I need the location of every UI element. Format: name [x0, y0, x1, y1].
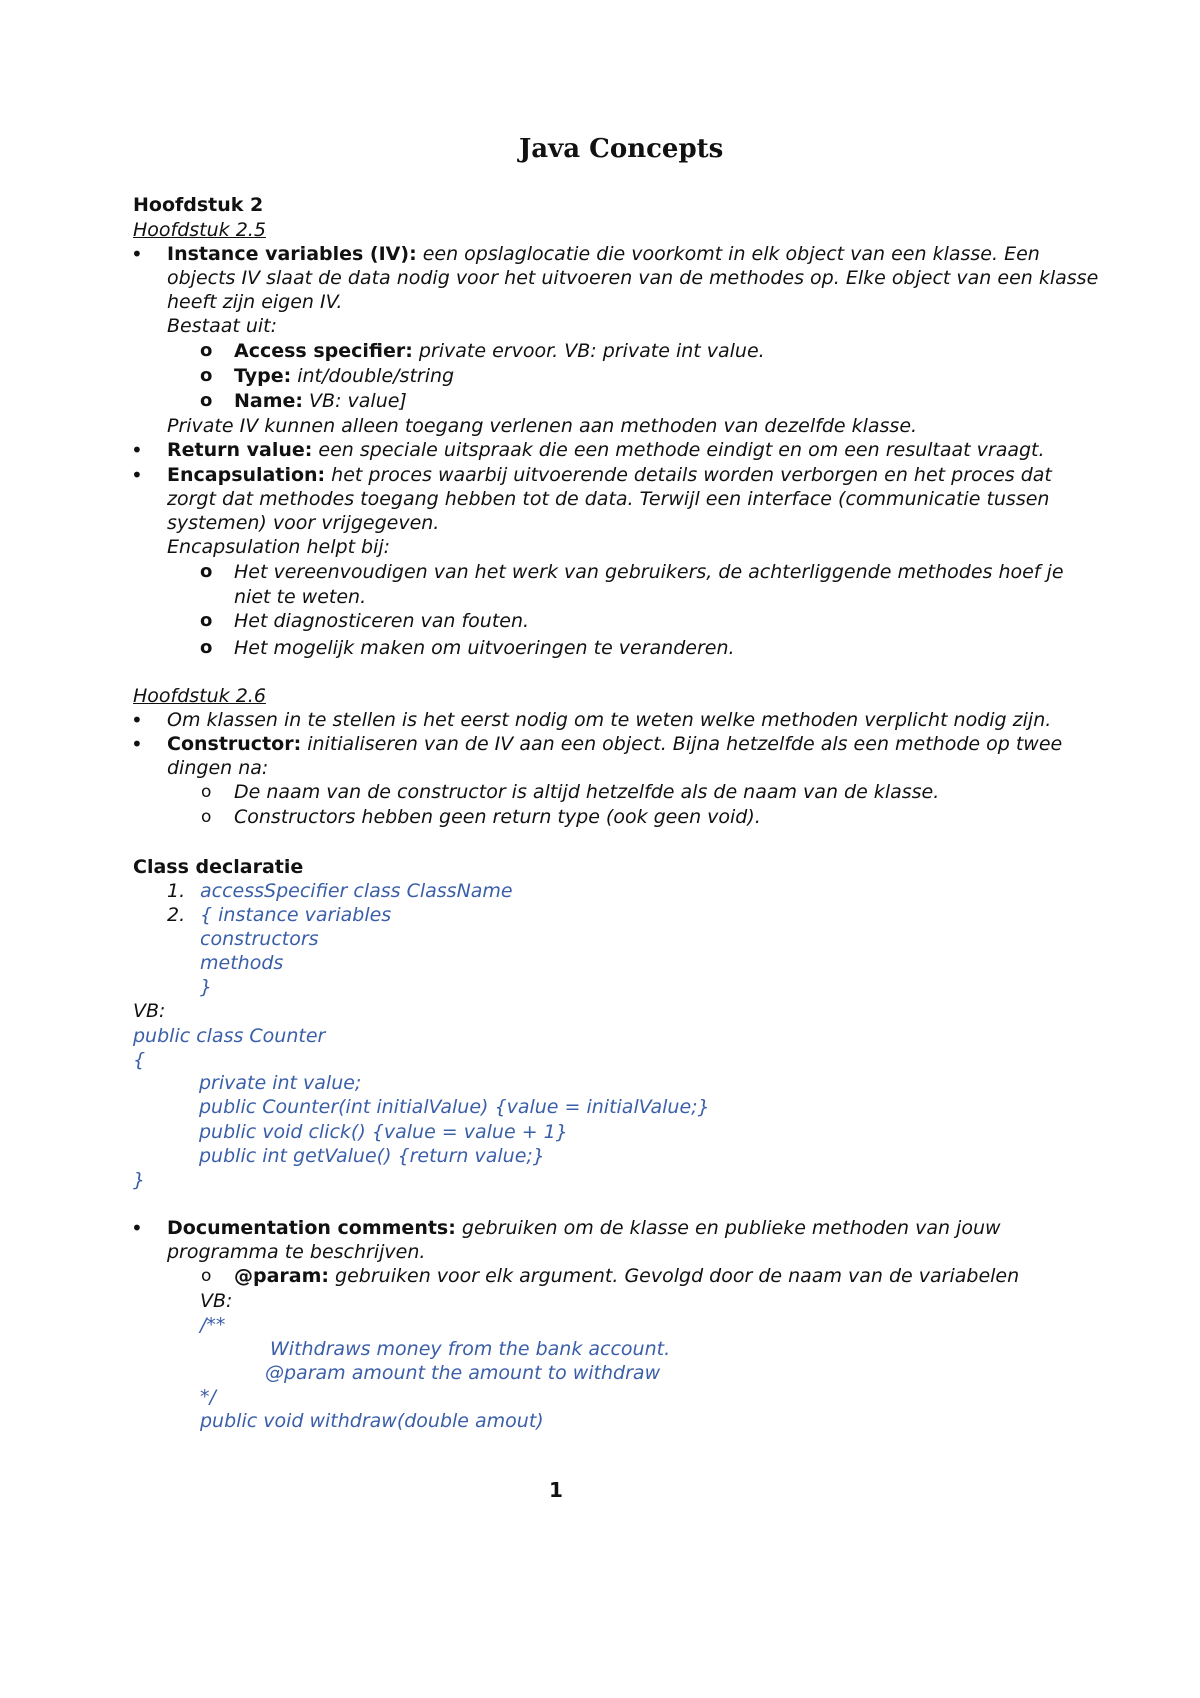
code-line: public int getValue() {return value;} — [199, 1145, 545, 1167]
doc-line-2: programma te beschrijven. — [167, 1241, 426, 1263]
ctor-term: Constructor: — [167, 733, 302, 755]
sub-bullet-icon: o — [201, 807, 212, 827]
sub-item-type — [234, 364, 454, 388]
iv-line-3: heeft zijn eigen IV. — [167, 291, 343, 313]
bullet-icon: • — [131, 463, 143, 487]
enc-item-1: Het vereenvoudigen van het werk van gebruikers, de achterliggende methodes hoef je — [234, 561, 1064, 583]
iv-text-1: een opslaglocatie die voorkomt in elk object van een klasse. Een — [416, 243, 1040, 265]
param-term: @param: — [234, 1265, 330, 1287]
bullet-icon: • — [131, 732, 143, 756]
type-term: Type: — [234, 365, 292, 387]
doc-code-line: public void withdraw(double amout) — [200, 1410, 544, 1432]
private-note: Private IV kunnen alleen toegang verlenen aan methoden van dezelfde klasse. — [167, 415, 918, 437]
consists-label: Bestaat uit: — [167, 315, 278, 337]
name-term: Name: — [234, 390, 304, 412]
page-number: 1 — [549, 1478, 563, 1502]
sub-bullet-icon: o — [201, 782, 212, 802]
enc-line-2: zorgt dat methodes toegang hebben tot de data. Terwijl een interface (communicatie tussen — [167, 488, 1050, 510]
bullet-icon: • — [131, 438, 143, 462]
sub-bullet-icon: o — [200, 365, 213, 386]
class-decl-line-2: { instance variables — [200, 904, 392, 926]
doc-term: Documentation comments: — [167, 1217, 456, 1239]
bullet-icon: • — [131, 242, 143, 266]
doc-text-1: gebruiken om de klasse en publieke methoden van jouw — [455, 1217, 1001, 1239]
class-decl-heading: Class declaratie — [133, 856, 304, 878]
code-line: private int value; — [199, 1072, 362, 1094]
ctor-item-2: Constructors hebben geen return type (ook geen void). — [234, 806, 761, 828]
ctor-text-1: initialiseren van de IV aan een object. Bijna hetzelfde als een methode op twee — [301, 733, 1063, 755]
doc-code-line: Withdraws money from the bank account. — [270, 1338, 671, 1360]
ctor-line-2: dingen na: — [167, 757, 269, 779]
enc-item-1-cont: niet te weten. — [234, 586, 367, 608]
enc-item-3: Het mogelijk maken om uitvoeringen te veranderen. — [234, 637, 735, 659]
example-label: VB: — [133, 1000, 166, 1022]
enc-line-1 — [167, 463, 1052, 487]
s26-bullet-1: Om klassen in te stellen is het eerst nodig om te weten welke methoden verplicht nodig zijn. — [167, 709, 1052, 731]
code-line: { — [133, 1049, 146, 1071]
enc-term: Encapsulation: — [167, 464, 326, 486]
sub-item-access — [234, 339, 765, 363]
code-line: } — [133, 1169, 146, 1191]
enc-text-1: het proces waarbij uitvoerende details worden verborgen en het proces dat — [325, 464, 1052, 486]
ctor-item-1: De naam van de constructor is altijd hetzelfde als de naam van de klasse. — [234, 781, 940, 803]
page-title: Java Concepts — [519, 134, 724, 164]
code-line: public Counter(int initialValue) {value = initialValue;} — [199, 1096, 710, 1118]
sub-bullet-icon: o — [200, 637, 213, 658]
ctor-line-1 — [167, 732, 1062, 756]
sub-bullet-icon: o — [200, 390, 213, 411]
class-decl-line-5: } — [200, 976, 213, 998]
return-line — [167, 438, 1045, 462]
iv-line-1 — [167, 242, 1040, 266]
param-text: gebruiken voor elk argument. Gevolgd door de naam van de variabelen — [329, 1265, 1020, 1287]
doc-code-line: @param amount the amount to withdraw — [265, 1362, 661, 1384]
chapter-heading: Hoofdstuk 2 — [133, 194, 264, 216]
list-number: 1. — [167, 880, 186, 902]
code-line: public class Counter — [133, 1025, 326, 1047]
doc-example-label: VB: — [200, 1290, 233, 1312]
class-decl-line-3: constructors — [200, 928, 319, 950]
access-text: private ervoor. VB: private int value. — [412, 340, 765, 362]
bullet-icon: • — [131, 1216, 143, 1240]
sub-bullet-icon: o — [200, 610, 213, 631]
section-heading-2-6: Hoofdstuk 2.6 — [133, 685, 266, 707]
sub-item-name — [234, 389, 407, 413]
enc-helps-label: Encapsulation helpt bij: — [167, 536, 391, 558]
class-decl-line-4: methods — [200, 952, 284, 974]
return-text: een speciale uitspraak die een methode eindigt en om een resultaat vraagt. — [312, 439, 1045, 461]
doc-line-1 — [167, 1216, 1001, 1240]
access-term: Access specifier: — [234, 340, 413, 362]
doc-code-line: */ — [200, 1386, 216, 1408]
sub-bullet-icon: o — [201, 1266, 212, 1286]
list-number: 2. — [167, 904, 186, 926]
iv-line-2: objects IV slaat de data nodig voor het uitvoeren van de methodes op. Elke object van een klasse — [167, 267, 1099, 289]
class-decl-line-1: accessSpecifier class ClassName — [200, 880, 513, 902]
sub-bullet-icon: o — [200, 561, 213, 582]
return-term: Return value: — [167, 439, 313, 461]
param-line — [234, 1264, 1019, 1288]
type-text: int/double/string — [291, 365, 455, 387]
bullet-icon: • — [131, 708, 143, 732]
name-text: VB: value] — [303, 390, 407, 412]
iv-term: Instance variables (IV): — [167, 243, 417, 265]
sub-bullet-icon: o — [200, 340, 213, 361]
doc-code-line: /** — [200, 1314, 226, 1336]
enc-item-2: Het diagnosticeren van fouten. — [234, 610, 530, 632]
section-heading-2-5: Hoofdstuk 2.5 — [133, 219, 266, 241]
code-line: public void click() {value = value + 1} — [199, 1121, 568, 1143]
enc-line-3: systemen) voor vrijgegeven. — [167, 512, 440, 534]
